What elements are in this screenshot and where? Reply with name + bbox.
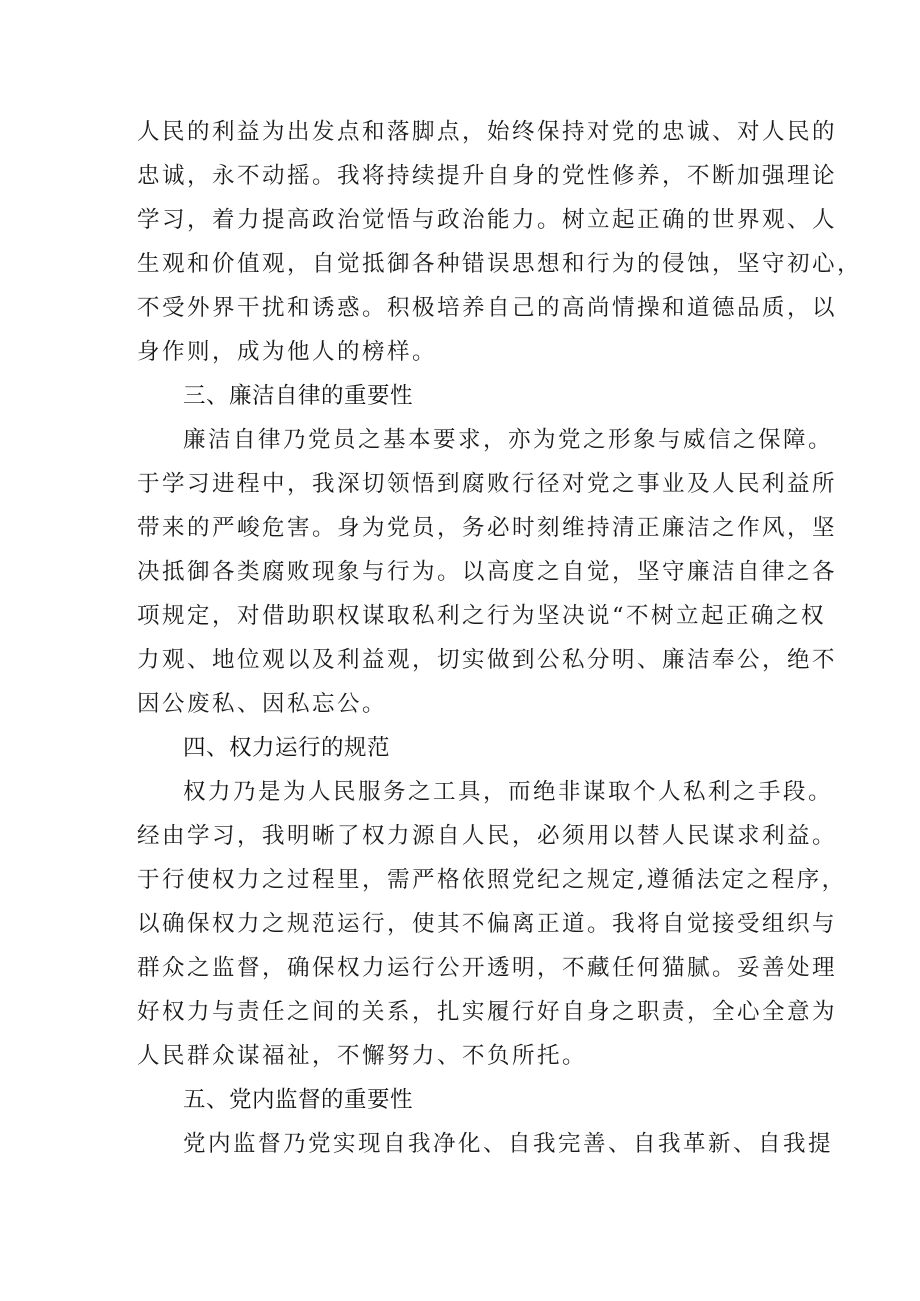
paragraph-line: 经由学习，我明晰了权力源自人民，必须用以替人民谋求利益。 <box>137 823 838 849</box>
paragraph-line: 廉洁自律乃党员之基本要求，亦为党之形象与威信之保障。 <box>183 427 834 453</box>
paragraph-line: 不受外界干扰和诱惑。积极培养自己的高尚情操和道德品质，以 <box>137 295 838 321</box>
paragraph-line: 以确保权力之规范运行，使其不偏离正道。我将自觉接受组织与 <box>137 911 838 937</box>
paragraph-line: 生观和价值观，自觉抵御各种错误思想和行为的侵蚀，坚守初心， <box>137 251 863 277</box>
paragraph-line: 学习，着力提高政治觉悟与政治能力。树立起正确的世界观、人 <box>137 207 838 233</box>
paragraph-line: 因公废私、因私忘公。 <box>137 691 388 717</box>
paragraph-line: 人民群众谋福祉，不懈努力、不负所托。 <box>137 1043 588 1069</box>
paragraph-line: 身作则，成为他人的榜样。 <box>137 339 438 365</box>
paragraph-line: 决抵御各类腐败现象与行为。以高度之自觉，坚守廉洁自律之各 <box>137 559 838 585</box>
section-heading: 四、权力运行的规范 <box>183 735 391 761</box>
section-heading: 三、廉洁自律的重要性 <box>183 383 414 409</box>
paragraph-line: 好权力与责任之间的关系，扎实履行好自身之职责，全心全意为 <box>137 999 838 1025</box>
paragraph-line: 力观、地位观以及利益观，切实做到公私分明、廉洁奉公，绝不 <box>137 647 838 673</box>
paragraph-line: 带来的严峻危害。身为党员，务必时刻维持清正廉洁之作风，坚 <box>137 515 838 541</box>
paragraph-line: 于学习进程中，我深切领悟到腐败行径对党之事业及人民利益所 <box>137 471 838 497</box>
paragraph-line: 项规定，对借助职权谋取私利之行为坚决说“不树立起正确之权 <box>137 603 827 629</box>
paragraph-line: 人民的利益为出发点和落脚点，始终保持对党的忠诚、对人民的 <box>137 119 838 145</box>
paragraph-line: 党内监督乃党实现自我净化、自我完善、自我革新、自我提 <box>183 1131 834 1157</box>
paragraph-line: 忠诚，永不动摇。我将持续提升自身的党性修养，不断加强理论 <box>137 163 838 189</box>
paragraph-line: 于行使权力之过程里，需严格依照党纪之规定,遵循法定之程序， <box>137 867 847 893</box>
paragraph-line: 群众之监督，确保权力运行公开透明，不藏任何猫腻。妥善处理 <box>137 955 838 981</box>
section-heading: 五、党内监督的重要性 <box>183 1087 414 1113</box>
paragraph-line: 权力乃是为人民服务之工具，而绝非谋取个人私利之手段。 <box>183 779 834 805</box>
